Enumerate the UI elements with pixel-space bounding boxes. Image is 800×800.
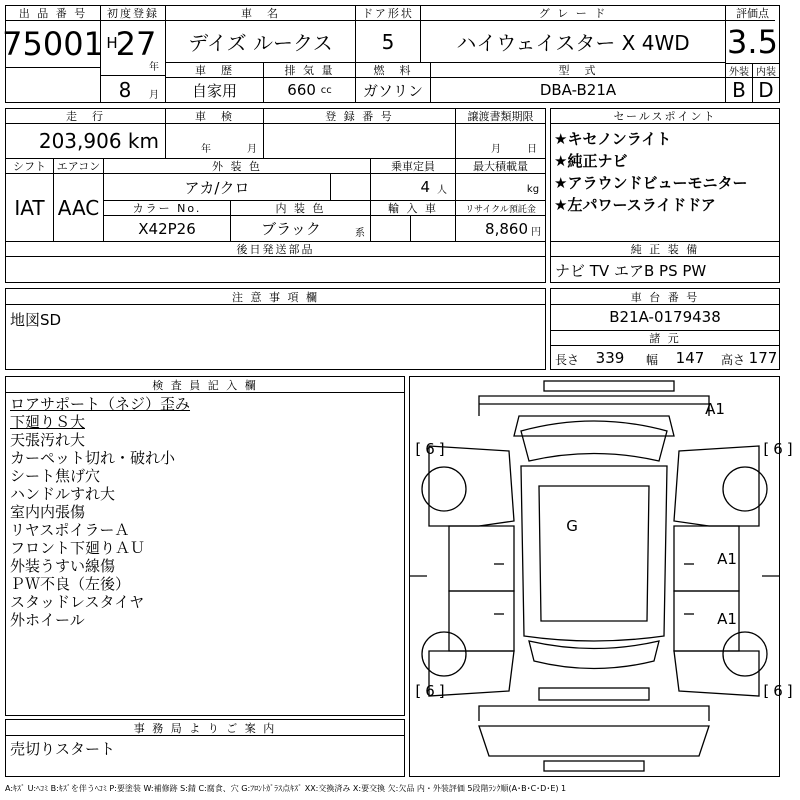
int-color-unit: 系 bbox=[355, 227, 365, 239]
recycle-label: リサイクル預託金 bbox=[456, 201, 545, 215]
inspector-line: シート焦げ穴 bbox=[10, 467, 101, 485]
inspector-line: フロント下廻りＡＵ bbox=[10, 539, 146, 557]
length: 339 bbox=[595, 349, 625, 367]
inspector-line: スタッドレスタイヤ bbox=[10, 593, 145, 611]
tire-front-right: [ 6 ] bbox=[763, 440, 793, 458]
sales-point-item: ★キセノンライト bbox=[554, 130, 672, 148]
color-no-label: カラー No. bbox=[104, 201, 230, 215]
mileage-value: 203,906 bbox=[38, 129, 122, 153]
rear-window-shape bbox=[529, 641, 659, 669]
inspector-line: 外ホイール bbox=[10, 611, 85, 629]
inspector-list bbox=[10, 395, 400, 629]
tire-rear-right: [ 6 ] bbox=[763, 682, 793, 700]
grade-label: グ レ ー ド bbox=[421, 6, 725, 20]
mileage bbox=[6, 124, 165, 158]
sales-point-item: ★純正ナビ bbox=[554, 152, 628, 170]
door-type: 5 bbox=[381, 29, 395, 54]
interior-label: 内装 bbox=[753, 64, 779, 77]
ext-color-label: 外 装 色 bbox=[104, 159, 370, 173]
right-rear-side bbox=[674, 651, 759, 696]
displacement-label: 排 気 量 bbox=[264, 63, 355, 77]
exterior-grade: B bbox=[732, 78, 746, 102]
recycle: 8,860 bbox=[485, 219, 528, 238]
shift: IAT bbox=[14, 195, 45, 220]
fuel-label: 燃 料 bbox=[356, 63, 430, 77]
right-side-outline bbox=[674, 446, 759, 526]
ac: AAC bbox=[57, 195, 100, 220]
transfer-month-unit: 月 bbox=[491, 143, 501, 155]
specs-label: 諸 元 bbox=[551, 331, 779, 345]
left-side-outline bbox=[429, 446, 514, 526]
import-label: 輸 入 車 bbox=[371, 201, 455, 215]
office-value: 売切りスタート bbox=[10, 739, 116, 758]
front-outline bbox=[479, 396, 709, 416]
inspector-line: リヤスポイラーＡ bbox=[10, 521, 130, 539]
inspector-line: ハンドルすれ大 bbox=[10, 485, 116, 503]
length-label: 長さ bbox=[554, 352, 579, 367]
capacity: 4 bbox=[420, 178, 430, 196]
tire-front-right-value: 6 bbox=[773, 440, 783, 458]
reg-month: 8 bbox=[118, 78, 132, 102]
inspector-line: ＰＷ不良（左後） bbox=[10, 575, 131, 593]
windshield-shape bbox=[521, 421, 667, 461]
interior-grade: D bbox=[758, 78, 774, 102]
inspector-line: 室内内張傷 bbox=[10, 503, 86, 521]
door-label: ドア形状 bbox=[356, 6, 420, 20]
footer-legend: A:ｷｽﾞ U:ﾍｺﾐ B:ｷｽﾞを伴うﾍｺﾐ P:要塗装 W:補修跡 S:錆 C:腐食、穴 G:ﾌﾛﾝﾄｶﾞﾗｽ点ｷｽﾞ XX:交換済み X:要交換 欠:欠品 内・外装評価 5段階ﾗﾝｸ順(A･B･C･D･E) 1 bbox=[5, 783, 567, 793]
mileage-label: 走 行 bbox=[6, 109, 165, 123]
inspection-month-unit: 月 bbox=[247, 143, 257, 155]
rear-outline bbox=[479, 706, 709, 721]
reg-no-label: 登 録 番 号 bbox=[264, 109, 455, 123]
width-label: 幅 bbox=[645, 352, 658, 367]
displacement-value: 660 bbox=[287, 81, 316, 99]
history-label: 車 歴 bbox=[166, 63, 263, 77]
ext-color: アカ/クロ bbox=[184, 178, 250, 197]
tire-rear-left-value: 6 bbox=[425, 682, 435, 700]
inspector-line: ロアサポート（ネジ）歪み bbox=[10, 395, 191, 413]
inspector-line: 天張汚れ大 bbox=[10, 431, 86, 449]
inspector-line: 外装うすい線傷 bbox=[10, 557, 116, 575]
history: 自家用 bbox=[191, 81, 237, 100]
sales-points-label: セールスポイント bbox=[551, 109, 779, 123]
load-unit: kg bbox=[526, 183, 540, 195]
hood-shape bbox=[514, 416, 674, 436]
capacity-unit: 人 bbox=[437, 184, 447, 196]
left-door-rear bbox=[449, 591, 514, 651]
car-diagram-svg bbox=[409, 376, 780, 777]
inspector-line: 下廻りＳ大 bbox=[10, 413, 86, 431]
inspector-line: カーペット切れ・破れ小 bbox=[10, 449, 176, 467]
damage-mark-a1-top: A1 bbox=[705, 400, 725, 418]
equipment-label: 純 正 装 備 bbox=[551, 242, 779, 256]
rear-bumper-shape bbox=[539, 688, 649, 700]
mileage-unit: km bbox=[127, 129, 159, 153]
wheel-rear-right bbox=[723, 632, 767, 676]
car-name-label: 車 名 bbox=[166, 6, 355, 20]
int-color-label: 内 装 色 bbox=[231, 201, 370, 215]
tire-front-left: [ 6 ] bbox=[415, 440, 445, 458]
office-label: 事 務 局 よ り ご 案 内 bbox=[6, 720, 404, 735]
width: 147 bbox=[675, 349, 705, 367]
transfer-label: 譲渡書類期限 bbox=[456, 109, 545, 123]
ac-label: エアコン bbox=[54, 159, 103, 173]
sales-point-item: ★左パワースライドドア bbox=[554, 196, 716, 214]
later-parts-label: 後日発送部品 bbox=[6, 242, 545, 256]
rear-plate bbox=[544, 761, 644, 771]
lot-no: 75001 bbox=[2, 25, 104, 63]
tailgate-shape bbox=[479, 726, 709, 756]
exterior-label: 外装 bbox=[726, 64, 752, 77]
transfer-day-unit: 日 bbox=[527, 143, 537, 155]
equipment-value: ナビ TV エアB PS PW bbox=[555, 261, 707, 280]
height-label: 高さ bbox=[720, 352, 745, 367]
tire-rear-right-value: 6 bbox=[773, 682, 783, 700]
recycle-unit: 円 bbox=[531, 226, 541, 238]
front-bumper-shape bbox=[544, 381, 674, 391]
lot-no-label: 出 品 番 号 bbox=[6, 6, 100, 20]
grade: ハイウェイスター X 4WD bbox=[456, 31, 690, 55]
reg-era: H bbox=[106, 34, 118, 52]
load-label: 最大積載量 bbox=[456, 159, 545, 173]
color-no: X42P26 bbox=[138, 219, 196, 238]
reg-year-unit: 年 bbox=[149, 61, 159, 73]
car-name: デイズ ルークス bbox=[188, 31, 333, 55]
left-door-front bbox=[449, 526, 514, 591]
model-code: DBA-B21A bbox=[539, 81, 617, 99]
roof-panel bbox=[539, 486, 649, 621]
inspection-label: 車 検 bbox=[166, 109, 263, 123]
sales-point-item: ★アラウンドビューモニター bbox=[554, 174, 748, 192]
shift-label: シフト bbox=[6, 159, 53, 173]
capacity-label: 乗車定員 bbox=[371, 159, 455, 173]
damage-mark-g: G bbox=[566, 517, 578, 535]
tire-front-left-value: 6 bbox=[425, 440, 435, 458]
height: 177 bbox=[748, 349, 778, 367]
damage-mark-a1-mid: A1 bbox=[717, 550, 737, 568]
reg-year: 27 bbox=[115, 25, 157, 63]
reg-month-unit: 月 bbox=[149, 89, 159, 101]
first-reg-label: 初度登録 bbox=[101, 6, 165, 20]
damage-mark-a1-low: A1 bbox=[717, 610, 737, 628]
inspection-year-unit: 年 bbox=[201, 143, 211, 155]
score: 3.5 bbox=[727, 23, 778, 61]
tire-rear-left: [ 6 ] bbox=[415, 682, 445, 700]
score-label: 評価点 bbox=[726, 6, 779, 20]
wheel-front-right bbox=[723, 467, 767, 511]
model-code-label: 型 式 bbox=[431, 63, 725, 77]
chassis-label: 車 台 番 号 bbox=[551, 289, 779, 304]
fuel: ガソリン bbox=[362, 81, 423, 100]
chassis-number: B21A-0179438 bbox=[609, 308, 721, 326]
displacement-unit: cc bbox=[320, 84, 332, 96]
sales-points-list bbox=[554, 128, 778, 216]
notes-label: 注 意 事 項 欄 bbox=[6, 289, 545, 304]
notes-value: 地図SD bbox=[10, 310, 62, 329]
body-outline bbox=[521, 466, 667, 641]
displacement bbox=[264, 78, 355, 102]
int-color: ブラック bbox=[261, 220, 321, 238]
inspector-label: 検 査 員 記 入 欄 bbox=[6, 377, 404, 392]
